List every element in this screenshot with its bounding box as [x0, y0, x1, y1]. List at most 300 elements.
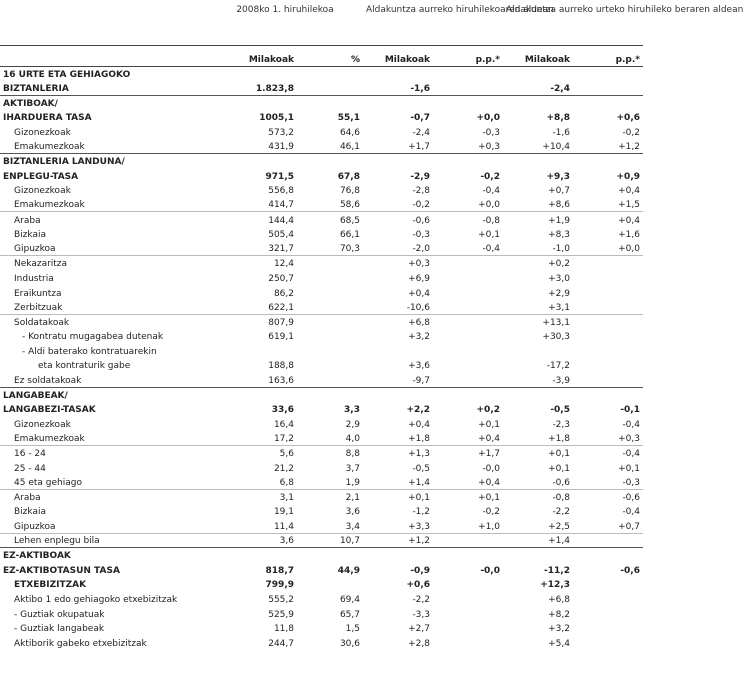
row-label: - Guztiak okupatuak [14, 609, 105, 620]
row-label: Soldatakoak [14, 317, 70, 328]
row-value: 67,8 [337, 171, 360, 182]
row-value: -2,8 [412, 186, 430, 197]
row-value: 188,8 [268, 361, 294, 372]
row-label: AKTIBOAK/ [3, 98, 58, 109]
row-value: +1,5 [573, 197, 643, 212]
corner-cell [0, 0, 207, 45]
row-value [433, 387, 503, 402]
table-row [0, 387, 643, 402]
row-value: +0,4 [433, 475, 503, 490]
row-value [433, 66, 503, 81]
row-value: 10,7 [297, 533, 363, 548]
row-value: +2,5 [503, 518, 573, 533]
row-value: +1,4 [363, 475, 433, 490]
table-row [0, 300, 643, 315]
row-value [503, 154, 573, 169]
row-value: 69,4 [339, 594, 360, 605]
table-row [0, 416, 643, 431]
row-value: +1,2 [363, 533, 433, 548]
row-value: 971,5 [265, 171, 294, 182]
table-row [0, 635, 643, 650]
row-label: Araba [14, 492, 41, 503]
row-value [363, 154, 433, 169]
row-value: 8,8 [345, 449, 360, 460]
header-change-prev-year: Aldakuntza aurreko urteko hiruhileko beraren aldean [503, 0, 643, 45]
row-label: IHARDUERA TASA [3, 113, 92, 124]
row-value: +2,2 [406, 405, 430, 416]
row-value [433, 621, 503, 636]
row-value [297, 548, 363, 563]
row-value: +0,6 [616, 113, 640, 124]
row-value: +3,3 [363, 518, 433, 533]
row-value [433, 154, 503, 169]
row-value [433, 270, 503, 285]
row-value: -2,4 [412, 127, 430, 138]
row-value: +8,2 [548, 609, 570, 620]
row-value: 55,1 [337, 113, 360, 124]
row-value [573, 387, 643, 402]
row-value: 33,6 [271, 405, 294, 416]
row-value: -2,2 [552, 507, 570, 518]
row-value: 2,1 [345, 492, 360, 503]
row-value: -0,2 [622, 127, 640, 138]
row-value [433, 343, 503, 358]
row-value [573, 372, 643, 387]
row-label: Gipuzkoa [0, 241, 207, 256]
subheader-percent: % [297, 45, 363, 66]
table-row [0, 270, 643, 285]
row-value [207, 66, 297, 81]
row-label: ETXEBIZITZAK [14, 580, 87, 591]
row-value: -1,2 [412, 507, 430, 518]
row-value: +1,6 [618, 230, 640, 241]
row-label: Araba [14, 215, 41, 226]
row-value: -1,6 [552, 127, 570, 138]
row-value [433, 548, 503, 563]
row-value [573, 548, 643, 563]
row-label: BIZTANLERIA [0, 81, 207, 96]
row-value [503, 66, 573, 81]
row-value: +8,8 [546, 113, 570, 124]
row-value [573, 256, 643, 271]
row-value [297, 300, 363, 315]
row-value [573, 81, 643, 96]
table-body [0, 66, 643, 650]
table-row [0, 110, 643, 125]
row-value: 16,4 [273, 419, 294, 430]
row-value: -0,3 [573, 475, 643, 490]
row-value: 321,7 [207, 241, 297, 256]
table-row [0, 533, 643, 548]
table-row [0, 372, 643, 387]
row-value [573, 66, 643, 81]
row-value: -2,4 [503, 81, 573, 96]
row-value: +1,8 [363, 431, 433, 446]
row-value: -3,3 [412, 609, 430, 620]
row-value [207, 343, 297, 358]
table-row [0, 197, 643, 212]
row-value: 5,6 [279, 449, 294, 460]
row-value [433, 329, 503, 344]
row-label: 16 - 24 [14, 449, 46, 460]
row-value: +3,6 [408, 361, 430, 372]
row-value: -2,2 [412, 594, 430, 605]
row-value: -9,7 [363, 372, 433, 387]
row-value [363, 66, 433, 81]
row-value: +8,6 [503, 197, 573, 212]
row-value [297, 270, 363, 285]
row-value: -1,0 [503, 241, 573, 256]
row-value: +0,6 [406, 580, 430, 591]
row-value: +0,3 [408, 259, 430, 270]
row-value [573, 154, 643, 169]
row-value: 12,4 [273, 259, 294, 270]
row-value [297, 329, 363, 344]
table-row [0, 241, 643, 256]
row-value: +0,1 [548, 463, 570, 474]
row-value: +6,8 [548, 594, 570, 605]
row-label: EZ-AKTIBOAK [3, 551, 71, 562]
row-value [363, 95, 433, 110]
table-row [0, 548, 643, 563]
row-value [433, 533, 503, 548]
row-value [573, 358, 643, 373]
row-label: 16 URTE ETA GEHIAGOKO [3, 69, 131, 80]
table-row [0, 95, 643, 110]
row-label: Emakumezkoak [0, 139, 207, 154]
row-value [503, 95, 573, 110]
table-row [0, 329, 643, 344]
table-row [0, 518, 643, 533]
table-row [0, 475, 643, 490]
row-label: EZ-AKTIBOTASUN TASA [3, 565, 120, 576]
row-value: +0,3 [433, 139, 503, 154]
row-value: +0,1 [478, 230, 500, 241]
table-row [0, 489, 643, 504]
row-value [433, 81, 503, 96]
row-value: 2,9 [345, 419, 360, 430]
row-value: +0,4 [618, 215, 640, 226]
row-value [207, 154, 297, 169]
row-value: +0,7 [548, 186, 570, 197]
row-value: -1,6 [363, 81, 433, 96]
row-label: eta kontraturik gabe [38, 361, 131, 372]
row-value [573, 270, 643, 285]
row-value: 76,8 [339, 186, 360, 197]
row-value: -3,9 [503, 372, 573, 387]
row-value: 11,4 [207, 518, 297, 533]
row-value: 64,6 [339, 127, 360, 138]
row-value: -0,4 [622, 507, 640, 518]
row-value [207, 387, 297, 402]
row-value: +0,4 [618, 186, 640, 197]
row-value: +0,4 [408, 419, 430, 430]
row-value [297, 343, 363, 358]
row-value: 525,9 [268, 609, 294, 620]
table-row [0, 183, 643, 198]
row-value: +30,3 [542, 332, 570, 343]
row-label: Eraikuntza [14, 288, 62, 299]
subheader-pp: p.p.* [433, 45, 503, 66]
table-row [0, 285, 643, 300]
row-label: LANGABEAK/ [3, 390, 68, 401]
row-value: +0,0 [476, 113, 500, 124]
row-value: 3,7 [345, 463, 360, 474]
row-value: +2,8 [408, 638, 430, 649]
row-value: 58,6 [297, 197, 363, 212]
row-value: -10,6 [363, 300, 433, 315]
row-value: 555,2 [268, 594, 294, 605]
row-value [573, 300, 643, 315]
row-value: +3,2 [408, 332, 430, 343]
row-value: +3,0 [548, 273, 570, 284]
row-value [573, 635, 643, 650]
row-value: -0,8 [552, 492, 570, 503]
row-value: +3,2 [548, 624, 570, 635]
table-row [0, 606, 643, 621]
row-value: -0,3 [412, 230, 430, 241]
row-label: Industria [14, 273, 54, 284]
row-value [573, 621, 643, 636]
row-value: +0,3 [573, 431, 643, 446]
row-value: +5,4 [548, 638, 570, 649]
header-2008-q1: 2008ko 1. hiruhilekoa [207, 0, 363, 45]
row-value [297, 81, 363, 96]
row-value: -0,4 [482, 186, 500, 197]
table-row [0, 358, 643, 373]
row-value: +3,1 [503, 300, 573, 315]
table-row [0, 314, 643, 329]
row-value [433, 285, 503, 300]
table-row [0, 124, 643, 139]
header-change-prev-quarter: Aldakuntza aurreko hiruhilekoaren aldean [363, 0, 503, 45]
row-value [573, 285, 643, 300]
row-value: 3,1 [279, 492, 294, 503]
row-value [503, 387, 573, 402]
row-value: -0,6 [412, 215, 430, 226]
row-value: +1,7 [363, 139, 433, 154]
row-value: 86,2 [273, 288, 294, 299]
row-value: 818,7 [265, 565, 294, 576]
row-value [433, 314, 503, 329]
row-value: 144,4 [268, 215, 294, 226]
row-value: -11,2 [544, 565, 570, 576]
table-row [0, 445, 643, 460]
row-value [573, 314, 643, 329]
row-value: 1005,1 [259, 113, 294, 124]
row-value: +0,1 [478, 492, 500, 503]
row-value: 3,3 [344, 405, 360, 416]
row-value: +1,7 [478, 449, 500, 460]
row-value [297, 285, 363, 300]
row-value: -0,2 [363, 197, 433, 212]
table-row [0, 212, 643, 227]
row-value: +12,3 [540, 580, 570, 591]
row-value [503, 548, 573, 563]
row-value: 30,6 [339, 638, 360, 649]
row-value: -0,4 [622, 419, 640, 430]
row-label: Lehen enplegu bila [0, 533, 207, 548]
row-value [207, 548, 297, 563]
row-label: Aktibo 1 edo gehiagoko etxebizitzak [14, 594, 178, 605]
row-value [433, 256, 503, 271]
row-value: +0,1 [478, 419, 500, 430]
row-value: +0,9 [616, 171, 640, 182]
row-value [573, 95, 643, 110]
table-row [0, 591, 643, 606]
row-value [433, 635, 503, 650]
row-value: 6,8 [207, 475, 297, 490]
table-row [0, 431, 643, 446]
row-value: 1,9 [297, 475, 363, 490]
row-value: 573,2 [268, 127, 294, 138]
row-value: +6,9 [408, 273, 430, 284]
row-value: -0,7 [410, 113, 430, 124]
row-value: +10,4 [503, 139, 573, 154]
row-value [297, 95, 363, 110]
row-value: +0,2 [476, 405, 500, 416]
row-value: 619,1 [268, 332, 294, 343]
row-value: 556,8 [268, 186, 294, 197]
row-value: +2,9 [548, 288, 570, 299]
row-value: 431,9 [207, 139, 297, 154]
table-row [0, 460, 643, 475]
subheader-thousands: Milakoak [363, 45, 433, 66]
row-value: 3,4 [297, 518, 363, 533]
row-label: BIZTANLERIA LANDUNA/ [3, 157, 125, 168]
row-value: -0,1 [620, 405, 640, 416]
row-label: Gizonezkoak [14, 186, 71, 197]
row-value: 66,1 [339, 230, 360, 241]
row-value: -0,2 [482, 507, 500, 518]
row-value: -0,0 [482, 463, 500, 474]
row-value: 70,3 [297, 241, 363, 256]
table-row [0, 139, 643, 154]
row-label: 25 - 44 [14, 463, 46, 474]
row-value: 21,2 [273, 463, 294, 474]
row-value: +1,4 [503, 533, 573, 548]
row-value [433, 372, 503, 387]
row-value [297, 372, 363, 387]
row-value [363, 343, 433, 358]
row-value: -0,2 [480, 171, 500, 182]
row-value: 65,7 [339, 609, 360, 620]
row-value: +0,0 [573, 241, 643, 256]
row-value: +1,8 [503, 431, 573, 446]
row-value [297, 358, 363, 373]
row-label: Gipuzkoa [0, 518, 207, 533]
row-value: +0,7 [573, 518, 643, 533]
row-value: +0,0 [433, 197, 503, 212]
row-value: -2,9 [410, 171, 430, 182]
row-value [433, 591, 503, 606]
row-value: -2,0 [363, 241, 433, 256]
row-value: +2,7 [408, 624, 430, 635]
row-value [573, 343, 643, 358]
row-value [573, 329, 643, 344]
table-row [0, 402, 643, 417]
row-value: +0,1 [548, 449, 570, 460]
table-row [0, 81, 643, 96]
row-value: -0,0 [480, 565, 500, 576]
row-value: +0,4 [433, 431, 503, 446]
row-value [363, 548, 433, 563]
row-value: 244,7 [268, 638, 294, 649]
row-value: 163,6 [207, 372, 297, 387]
row-value: +1,2 [573, 139, 643, 154]
row-value: 4,0 [297, 431, 363, 446]
row-label: Bizkaia [14, 230, 46, 241]
row-value: -0,4 [433, 241, 503, 256]
row-value: 799,9 [265, 580, 294, 591]
row-value [573, 577, 643, 592]
row-value [297, 387, 363, 402]
subheader-blank [0, 45, 207, 66]
row-value [297, 66, 363, 81]
table-row [0, 562, 643, 577]
row-value: 414,7 [207, 197, 297, 212]
row-label: - Aldi baterako kontratuarekin [22, 346, 157, 357]
row-value: +9,3 [546, 171, 570, 182]
row-label: - Guztiak langabeak [14, 624, 105, 635]
row-value: 3,6 [345, 507, 360, 518]
row-value: 19,1 [273, 507, 294, 518]
row-value: 250,7 [268, 273, 294, 284]
row-value: +13,1 [542, 317, 570, 328]
row-value [297, 154, 363, 169]
row-value: +1,3 [408, 449, 430, 460]
row-value: -17,2 [546, 361, 570, 372]
row-value [297, 256, 363, 271]
row-label: Zerbitzuak [0, 300, 207, 315]
row-label: Nekazaritza [14, 259, 68, 270]
row-value: -0,6 [503, 475, 573, 490]
row-value: +0,2 [548, 259, 570, 270]
row-value: -0,5 [550, 405, 570, 416]
row-value [207, 95, 297, 110]
row-value: 11,8 [273, 624, 294, 635]
row-value: -0,9 [410, 565, 430, 576]
row-label: Aktiborik gabeko etxebizitzak [14, 638, 147, 649]
row-value: 17,2 [207, 431, 297, 446]
row-value: +0,4 [408, 288, 430, 299]
row-value: +8,3 [548, 230, 570, 241]
row-label: Gizonezkoak [14, 127, 71, 138]
row-label: - Kontratu mugagabea dutenak [22, 332, 164, 343]
table-row [0, 504, 643, 519]
row-value [433, 95, 503, 110]
table-row [0, 577, 643, 592]
row-value [573, 533, 643, 548]
row-value: -2,3 [552, 419, 570, 430]
row-value: -0,5 [412, 463, 430, 474]
row-value: 807,9 [268, 317, 294, 328]
subheader-pp: p.p.* [573, 45, 643, 66]
row-value [433, 358, 503, 373]
row-value [433, 577, 503, 592]
row-value: 622,1 [207, 300, 297, 315]
table-row [0, 343, 643, 358]
row-label: Emakumezkoak [0, 197, 207, 212]
row-label: 45 eta gehiago [0, 475, 207, 490]
row-label: ENPLEGU-TASA [3, 171, 79, 182]
table-row [0, 621, 643, 636]
row-value: 1.823,8 [207, 81, 297, 96]
subheader-thousands: Milakoak [503, 45, 573, 66]
table-row [0, 66, 643, 81]
table-row [0, 256, 643, 271]
table-row [0, 168, 643, 183]
